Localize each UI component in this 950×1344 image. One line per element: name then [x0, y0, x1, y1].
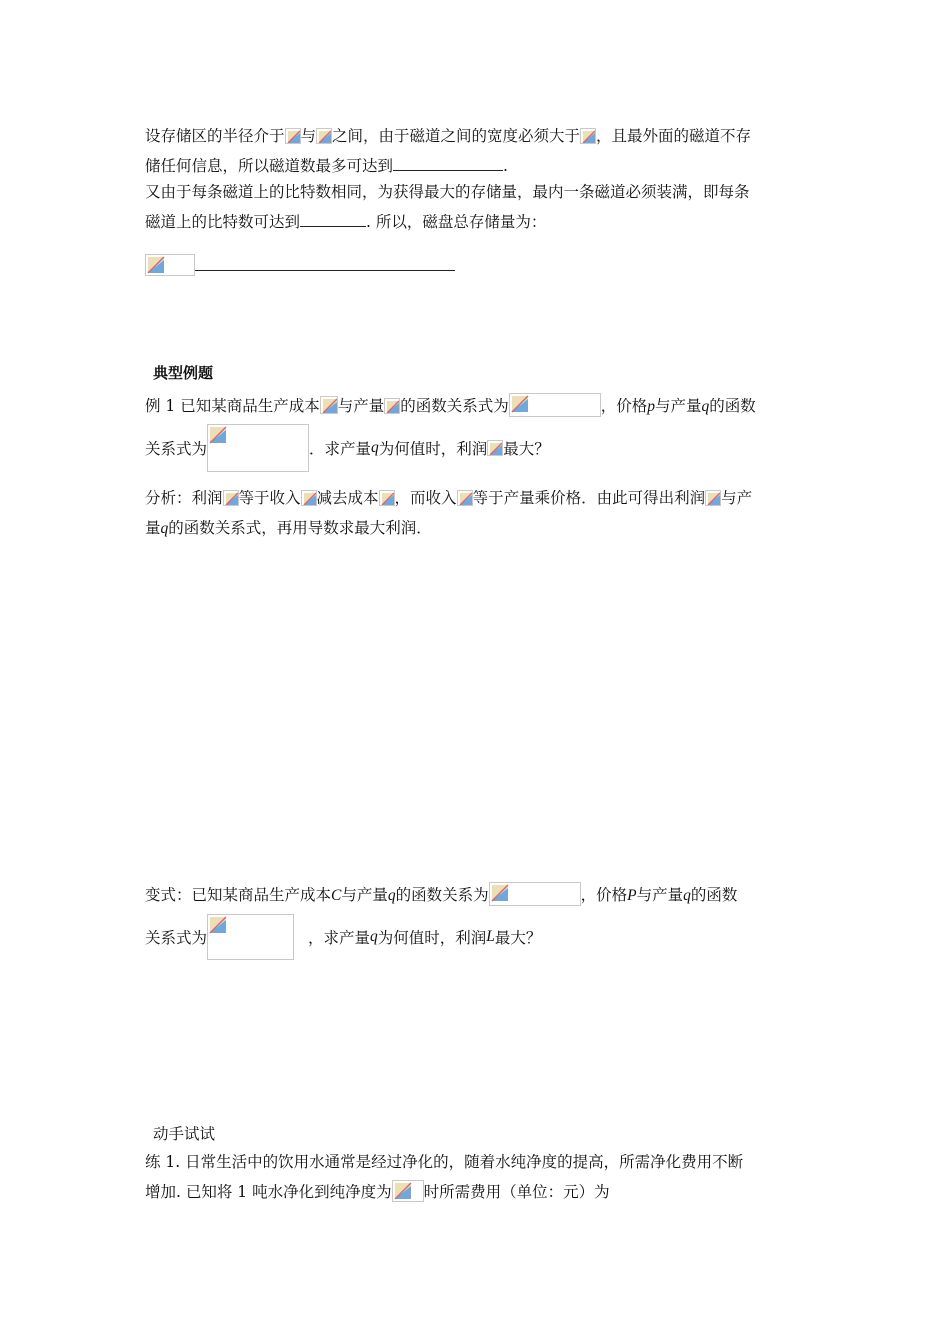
formula-image	[145, 254, 195, 276]
storage-line-1	[145, 124, 751, 146]
text: 设存储区的半径介于	[145, 127, 285, 145]
text: 与产量	[337, 397, 385, 415]
broken-image-icon	[490, 883, 510, 903]
math-var: q	[371, 439, 379, 456]
text: 储任何信息，所以磁道数最多可达到	[145, 157, 394, 175]
broken-image-icon	[510, 394, 530, 414]
formula-image	[207, 424, 309, 472]
broken-image-icon	[320, 396, 338, 414]
broken-image-icon	[393, 1181, 413, 1201]
formula-image	[489, 882, 581, 906]
text: 关系式为	[145, 440, 208, 458]
storage-line-4	[145, 210, 546, 232]
broken-image-icon	[457, 490, 473, 506]
math-var: P	[627, 887, 637, 904]
broken-image-icon	[208, 425, 228, 445]
formula-image	[207, 914, 294, 960]
text: 变式：已知某商品生产成本	[145, 886, 332, 904]
broken-image-icon	[705, 490, 721, 506]
broken-image-icon	[301, 490, 317, 506]
fill-blank	[300, 212, 366, 227]
text: 为何值时，利润	[378, 440, 488, 458]
text: ，求产量	[308, 929, 371, 947]
text: 分析：利润	[145, 489, 223, 507]
example-line-2	[145, 424, 550, 472]
broken-image-icon	[384, 398, 400, 414]
variant-line-2	[145, 914, 541, 960]
analysis-line-2	[145, 516, 432, 538]
text: 的函数	[690, 886, 738, 904]
text: 最大？	[494, 929, 542, 947]
text: 磁道上的比特数可达到	[145, 213, 301, 231]
math-var: q	[683, 887, 691, 904]
formula-image	[509, 393, 601, 417]
storage-line-2	[145, 154, 508, 176]
practice-line-2	[145, 1180, 610, 1202]
text: 的函数关系为	[395, 886, 489, 904]
math-var: q	[370, 928, 378, 945]
section-heading: 动手试试	[153, 1125, 216, 1143]
text: 关系式为	[145, 929, 208, 947]
text: 等于收入	[238, 489, 301, 507]
text: 与产量	[636, 886, 684, 904]
variant-line-1	[145, 882, 737, 906]
broken-image-icon	[223, 490, 239, 506]
storage-line-3	[145, 180, 750, 202]
text: 为何值时，利润	[377, 929, 487, 947]
text: 例 1 已知某商品生产成本	[145, 397, 320, 415]
text: 之间，由于磁道之间的宽度必须大于	[332, 127, 581, 145]
text: 的函数关系式为	[400, 397, 509, 415]
analysis-line-1	[145, 486, 752, 508]
text: 又由于每条磁道上的比特数相同，为获得最大的存储量，最内一条磁道必须装满，即每条	[145, 183, 750, 201]
text: 增加. 已知将 1 吨水净化到纯净度为	[145, 1183, 392, 1201]
text: .	[503, 157, 508, 175]
text: 量	[145, 519, 161, 537]
math-var: q	[701, 398, 710, 415]
text: 与	[300, 127, 317, 145]
formula-image	[392, 1180, 424, 1202]
text: ，且最外面的磁道不存	[596, 127, 752, 145]
math-var: p	[647, 398, 656, 415]
fill-blank	[195, 256, 455, 271]
text: 减去成本	[316, 489, 379, 507]
text: 与产量	[341, 886, 388, 904]
text: 等于产量乘价格．由此可得出利润	[472, 489, 706, 507]
practice-line-1	[145, 1150, 743, 1172]
broken-image-icon	[487, 440, 503, 456]
text: 时所需费用（单位：元）为	[423, 1183, 610, 1201]
text: 与产量	[655, 397, 702, 415]
broken-image-icon	[316, 128, 332, 144]
broken-image-icon	[285, 128, 301, 144]
broken-image-icon	[146, 255, 166, 275]
math-var: q	[387, 887, 396, 904]
section-heading: 典型例题	[153, 364, 214, 382]
text: ．求产量	[309, 440, 372, 458]
math-var: L	[486, 928, 495, 945]
text: 最大？	[503, 440, 550, 458]
fill-blank	[393, 156, 503, 171]
text: 与产	[721, 489, 753, 507]
math-var: C	[331, 887, 342, 904]
text: ，而收入	[394, 489, 457, 507]
text: 的函数关系式，再用导数求最大利润．	[168, 519, 432, 537]
storage-formula-line	[145, 254, 455, 276]
broken-image-icon	[208, 915, 228, 935]
broken-image-icon	[580, 128, 596, 144]
math-var: q	[160, 520, 169, 537]
example-line-1	[145, 393, 756, 417]
text: ，价格	[600, 397, 648, 415]
text: 练 1. 日常生活中的饮用水通常是经过净化的，随着水纯净度的提高，所需净化费用不断	[145, 1153, 744, 1171]
text: 的函数	[709, 397, 756, 415]
broken-image-icon	[379, 490, 395, 506]
text: ，价格	[580, 886, 628, 904]
text: . 所以，磁盘总存储量为：	[366, 213, 547, 231]
